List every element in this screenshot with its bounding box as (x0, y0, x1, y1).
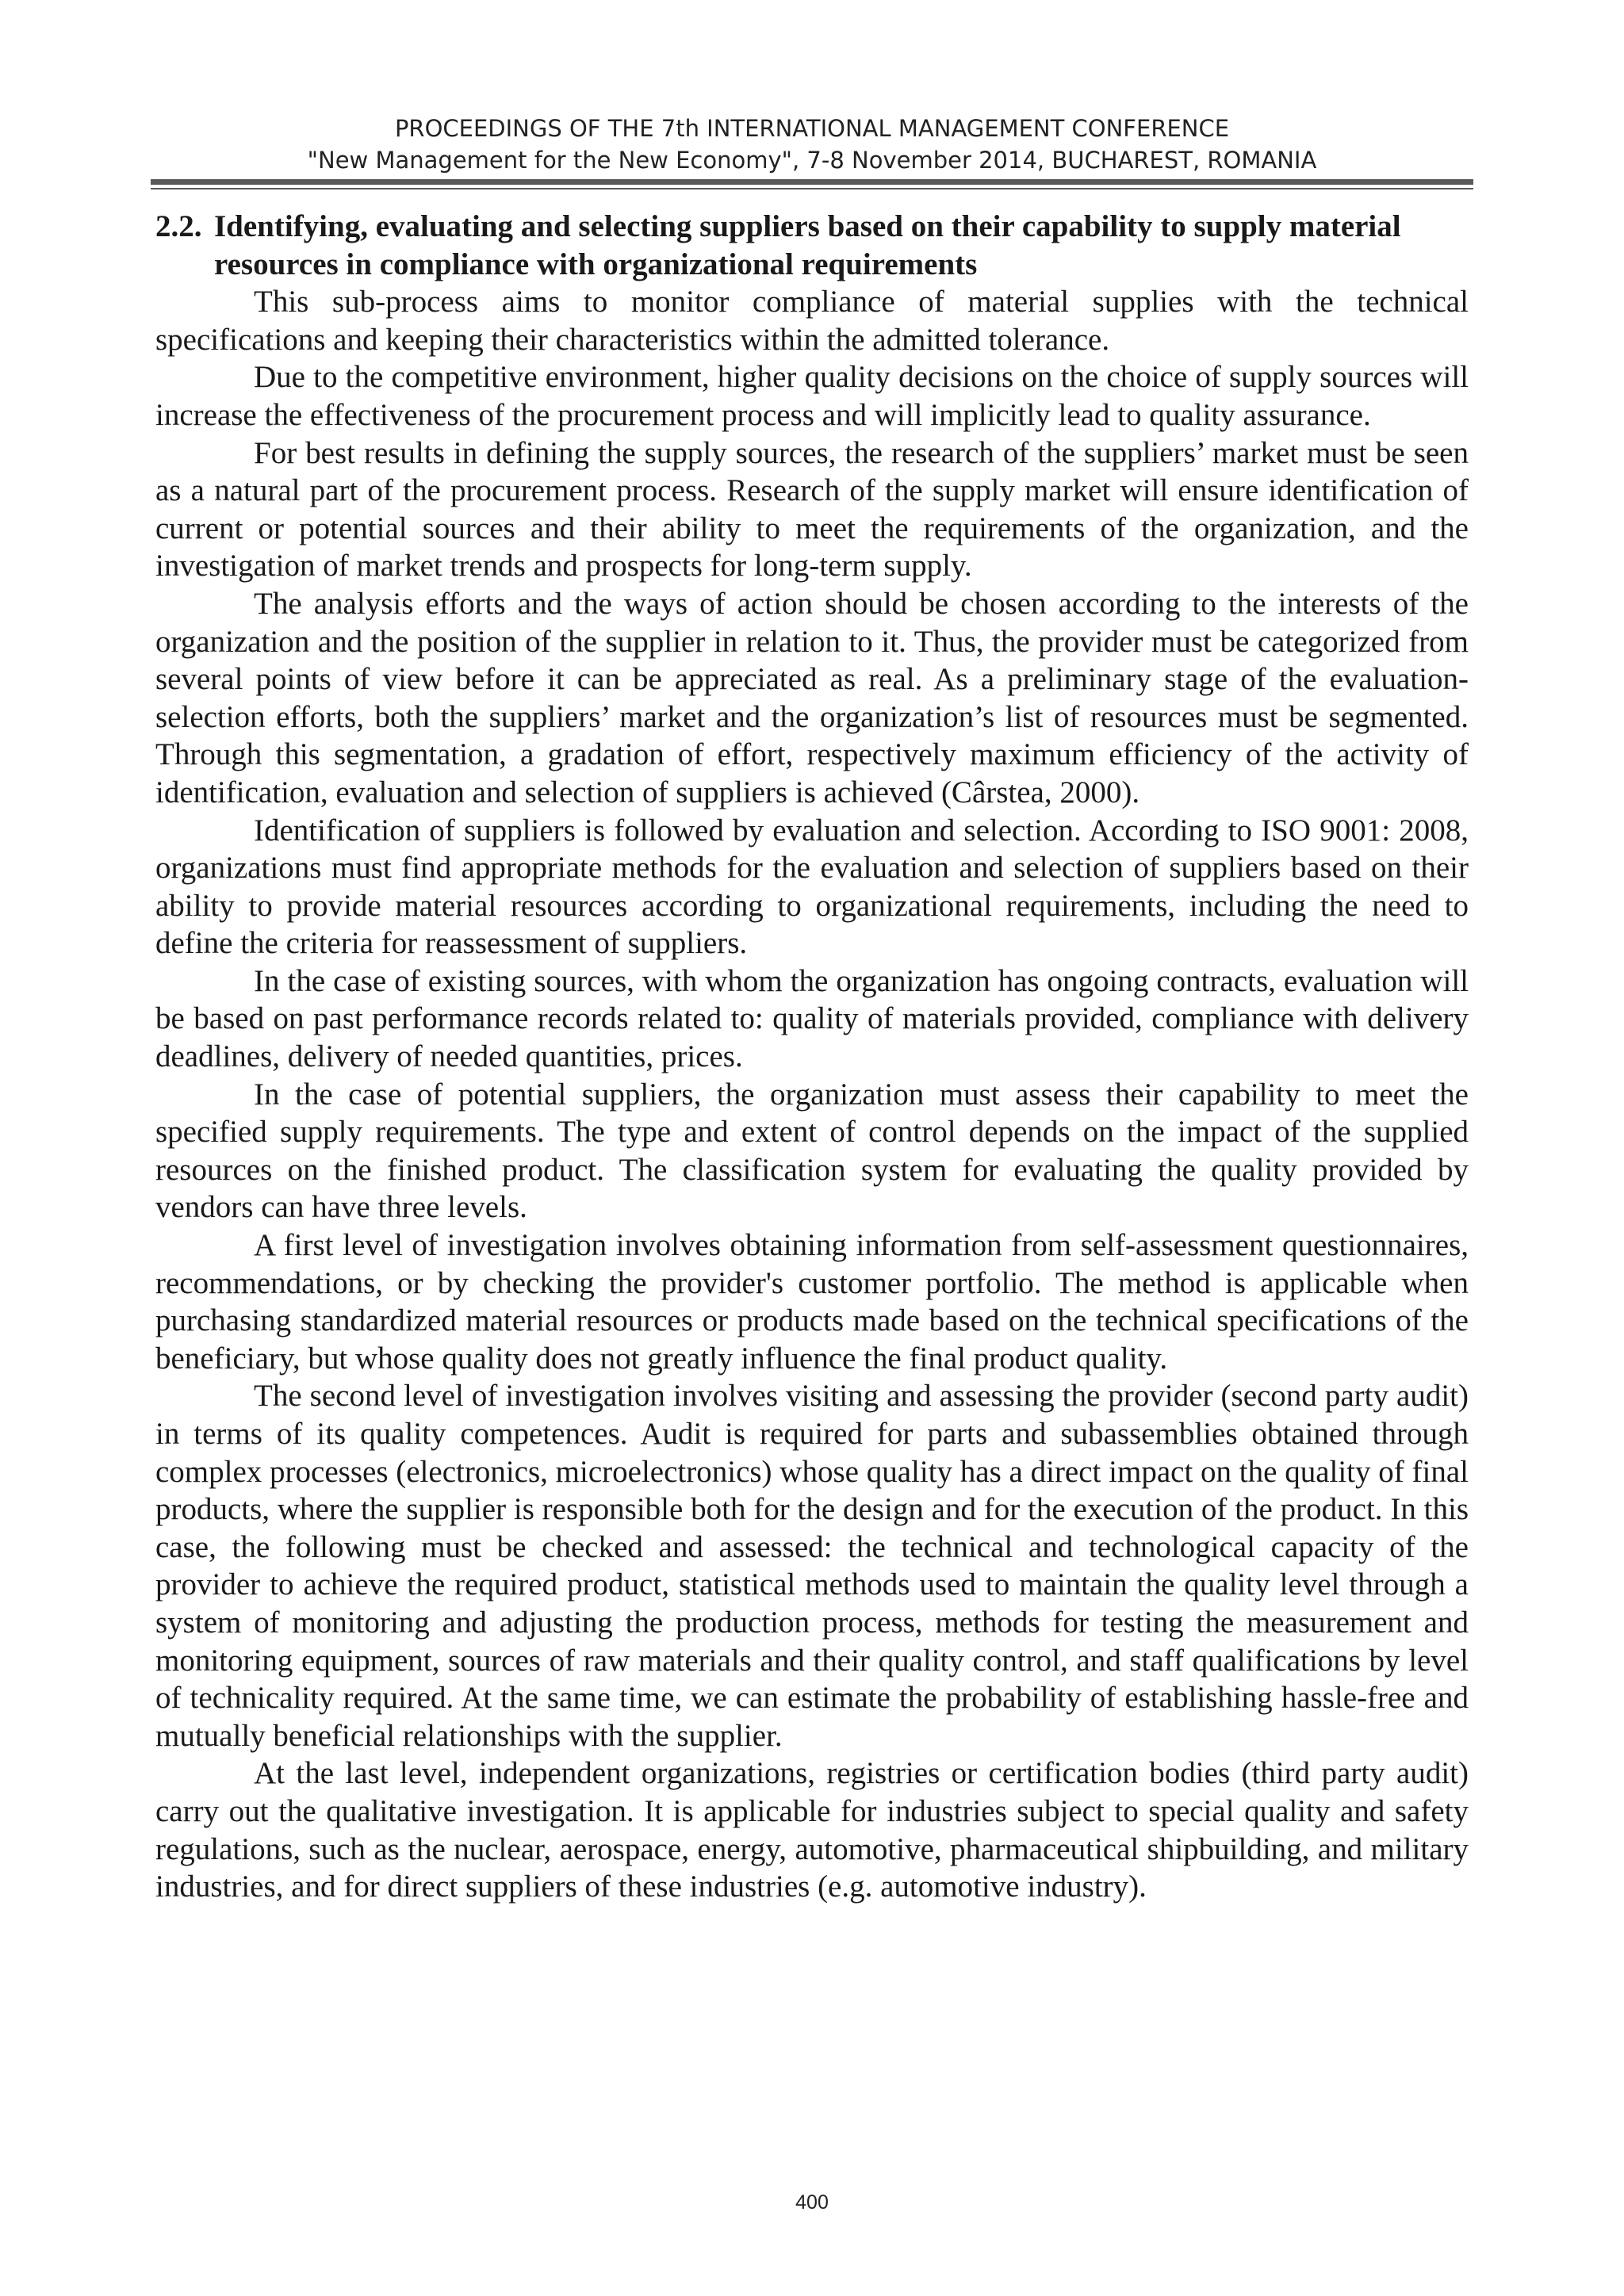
page-number: 400 (795, 2191, 829, 2214)
section-number: 2.2. (155, 209, 202, 243)
page-body (155, 208, 1469, 1906)
paragraph-6: In the case of existing sources, with whom the organization has ongoing contracts, evaluation will be based on past performance records related to: quality of materials provided, compliance with delivery deadlines, delivery of needed quantities, prices. (155, 963, 1469, 1074)
paragraph-3: For best results in defining the supply sources, the research of the suppliers’ market must be seen as a natural part of the procurement process. Research of the supply market will ensure identification of current or potential sources and their ability to meet the requirements of the organization, and the investigation of market trends and prospects for long-term supply. (155, 435, 1469, 584)
header-line-theme: "New Management for the New Economy", 7-8 November 2014, BUCHAREST, ROMANIA (307, 147, 1317, 174)
paragraph-2: Due to the competitive environment, higher quality decisions on the choice of supply sources will increase the effectiveness of the procurement process and will implicitly lead to quality assurance. (155, 360, 1469, 432)
paragraph-9: The second level of investigation involves visiting and assessing the provider (second party audit) in terms of its quality competences. Audit is required for parts and subassemblies obtained through complex processes (electronics, microelectronics) whose quality has a direct impact on the quality of final products, where the supplier is responsible both for the design and for the execution of the product. In this case, the following must be checked and assessed: the technical and technological capacity of the provider to achieve the required product, statistical methods used to maintain the quality level through a system of monitoring and adjusting the production process, methods for testing the measurement and monitoring equipment, sources of raw materials and their quality control, and staff qualifications by level of technicality required. At the same time, we can estimate the probability of establishing hassle-free and mutually beneficial relationships with the supplier. (155, 1379, 1469, 1753)
section-title: Identifying, evaluating and selecting suppliers based on their capability to supply material resources in compliance with organizational requirements (214, 209, 1401, 281)
paragraph-5: Identification of suppliers is followed by evaluation and selection. According to ISO 9001: 2008, organizations must find appropriate methods for the evaluation and selection of suppliers based on their ability to provide material resources according to organizational requirements, including the need to define the criteria for reassessment of suppliers. (155, 813, 1469, 961)
paragraph-4: The analysis efforts and the ways of action should be chosen according to the interests of the organization and the position of the supplier in relation to it. Thus, the provider must be categorized from several points of view before it can be appreciated as real. As a preliminary stage of the evaluation-selection efforts, both the suppliers’ market and the organization’s list of resources must be segmented. Through this segmentation, a gradation of effort, respectively maximum efficiency of the activity of identification, evaluation and selection of suppliers is achieved (Cârstea, 2000). (155, 586, 1469, 809)
paragraph-8: A first level of investigation involves obtaining information from self-assessment questionnaires, recommendations, or by checking the provider's customer portfolio. The method is applicable when purchasing standardized material resources or products made based on the technical specifications of the beneficiary, but whose quality does not greatly influence the final product quality. (155, 1228, 1469, 1376)
section-heading (155, 208, 1469, 283)
header-line-conference: PROCEEDINGS OF THE 7th INTERNATIONAL MANAGEMENT CONFERENCE (394, 115, 1230, 142)
running-header (151, 113, 1473, 176)
header-rule-thin (151, 188, 1473, 189)
paragraph-1: This sub-process aims to monitor compliance of material supplies with the technical specifications and keeping their characteristics within the admitted tolerance. (155, 285, 1469, 357)
paragraph-10: At the last level, independent organizations, registries or certification bodies (third party audit) carry out the qualitative investigation. It is applicable for industries subject to special quality and safety regulations, such as the nuclear, aerospace, energy, automotive, pharmaceutical shipbuilding, and military industries, and for direct suppliers of these industries (e.g. automotive industry). (155, 1756, 1469, 1904)
paragraph-7: In the case of potential suppliers, the organization must assess their capability to meet the specified supply requirements. The type and extent of control depends on the impact of the supplied resources on the finished product. The classification system for evaluating the quality provided by vendors can have three levels. (155, 1077, 1469, 1225)
header-rule-thick (151, 179, 1473, 185)
